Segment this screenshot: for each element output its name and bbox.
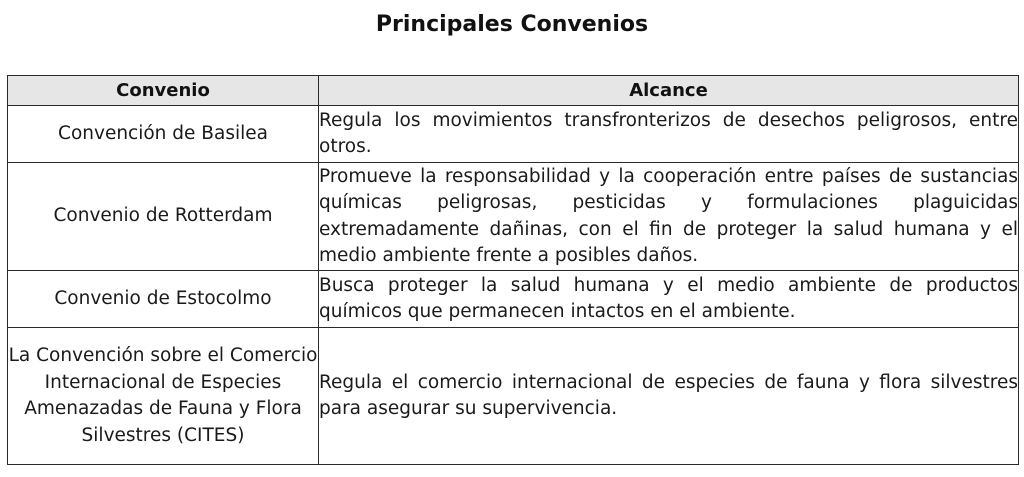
header-alcance: Alcance [319, 76, 1019, 106]
table-row [8, 271, 1019, 328]
page-title: Principales Convenios [375, 12, 649, 37]
alcance-cell: Promueve la responsabilidad y la cooperación entre países de sustancias químicas peligrosas, pesticidas y formulaciones plaguicidas extremadamente dañinas, con el fin de proteger la salud humana y el medio ambiente frente a posibles daños. [319, 163, 1019, 271]
alcance-cell: Busca proteger la salud humana y el medio ambiente de productos químicos que permanecen intactos en el ambiente. [319, 271, 1019, 328]
table-row [8, 163, 1019, 271]
table-row [8, 328, 1019, 465]
convenio-cell: Convenio de Estocolmo [8, 271, 319, 328]
header-convenio: Convenio [8, 76, 319, 106]
alcance-cell: Regula los movimientos transfronterizos de desechos peligrosos, entre otros. [319, 106, 1019, 163]
convenio-cell: Convención de Basilea [8, 106, 319, 163]
alcance-cell: Regula el comercio internacional de especies de fauna y flora silvestres para asegurar su supervivencia. [319, 328, 1019, 465]
conventions-table [7, 75, 1019, 465]
convenio-cell: Convenio de Rotterdam [8, 163, 319, 271]
table-row [8, 106, 1019, 163]
convenio-cell: La Convención sobre el Comercio Internacional de Especies Amenazadas de Fauna y Flora Silvestres (CITES) [8, 328, 319, 465]
table-header-row [8, 76, 1019, 106]
